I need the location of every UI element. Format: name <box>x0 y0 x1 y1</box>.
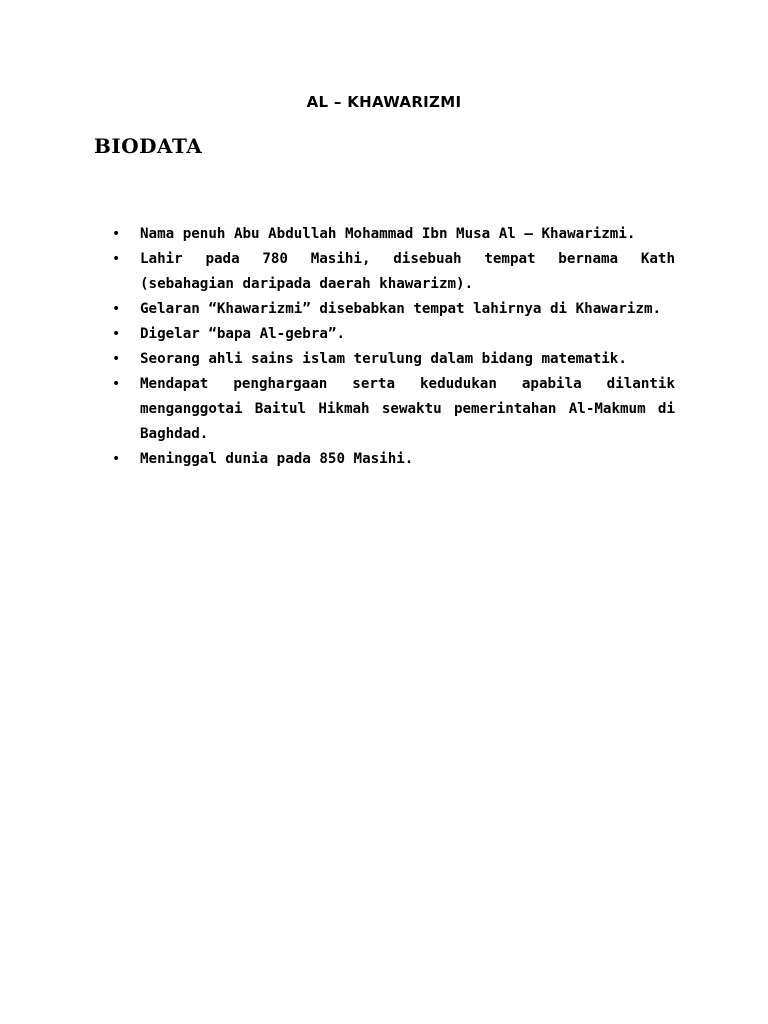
biodata-item-text: Mendapat penghargaan serta kedudukan apabila dilantik menganggotai Baitul Hikmah sewaktu pemerintahan Al-Makmum di Baghdad. <box>140 376 675 442</box>
bullet-icon: • <box>112 301 121 317</box>
biodata-item-text: Nama penuh Abu Abdullah Mohammad Ibn Musa Al – Khawarizmi. <box>140 226 636 242</box>
bullet-icon: • <box>112 351 121 367</box>
bullet-icon: • <box>112 251 121 267</box>
biodata-item <box>110 447 675 472</box>
bullet-icon: • <box>112 326 121 342</box>
bullet-icon: • <box>112 451 121 467</box>
bullet-icon: • <box>112 226 121 242</box>
biodata-item <box>110 347 675 372</box>
biodata-item-text: Lahir pada 780 Masihi, disebuah tempat bernama Kath (sebahagian daripada daerah khawarizm). <box>140 251 675 292</box>
biodata-item <box>110 297 675 322</box>
biodata-item-text: Meninggal dunia pada 850 Masihi. <box>140 451 414 467</box>
document-title: AL – KHAWARIZMI <box>306 93 462 111</box>
biodata-item <box>110 247 675 297</box>
biodata-item-text: Seorang ahli sains islam terulung dalam bidang matematik. <box>140 351 627 367</box>
section-heading-biodata: BIODATA <box>94 134 203 158</box>
biodata-list <box>110 222 675 472</box>
biodata-item-text: Digelar “bapa Al-gebra”. <box>140 326 345 342</box>
biodata-item <box>110 372 675 447</box>
biodata-item <box>110 322 675 347</box>
biodata-item <box>110 222 675 247</box>
biodata-item-text: Gelaran “Khawarizmi” disebabkan tempat lahirnya di Khawarizm. <box>140 301 662 317</box>
bullet-icon: • <box>112 376 121 392</box>
